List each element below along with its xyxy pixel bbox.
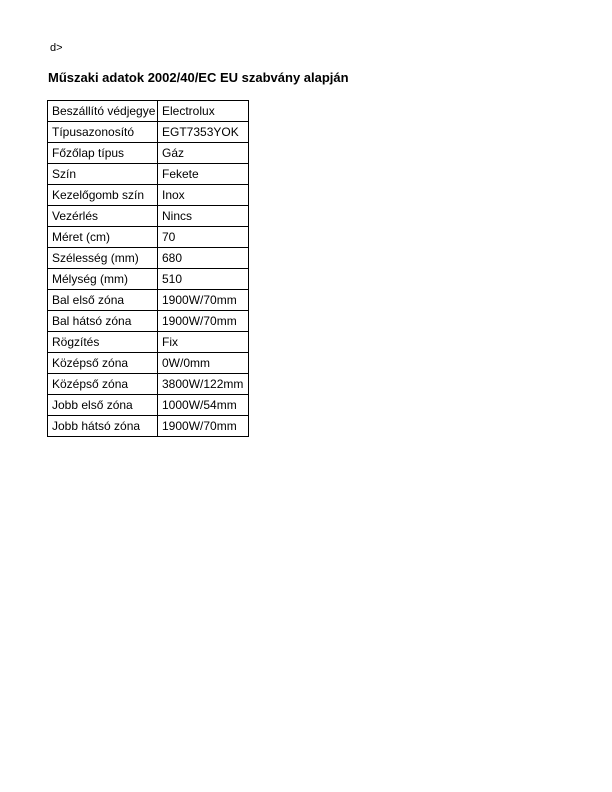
spec-value: 70 xyxy=(158,227,249,248)
spec-value: Inox xyxy=(158,185,249,206)
spec-label: Mélység (mm) xyxy=(48,269,158,290)
table-row xyxy=(48,395,249,416)
table-row xyxy=(48,248,249,269)
spec-label: Szélesség (mm) xyxy=(48,248,158,269)
spec-label: Szín xyxy=(48,164,158,185)
table-row xyxy=(48,227,249,248)
spec-label: Rögzítés xyxy=(48,332,158,353)
spec-label: Középső zóna xyxy=(48,374,158,395)
spec-value: Fix xyxy=(158,332,249,353)
spec-value: 510 xyxy=(158,269,249,290)
spec-label: Típusazonosító xyxy=(48,122,158,143)
table-row xyxy=(48,311,249,332)
spec-label: Méret (cm) xyxy=(48,227,158,248)
spec-label: Jobb első zóna xyxy=(48,395,158,416)
table-row xyxy=(48,353,249,374)
table-row xyxy=(48,164,249,185)
table-row xyxy=(48,143,249,164)
spec-value: 3800W/122mm xyxy=(158,374,249,395)
table-row xyxy=(48,290,249,311)
spec-table xyxy=(47,100,249,437)
stray-text-fragment: d> xyxy=(50,42,63,54)
table-row xyxy=(48,374,249,395)
document-title: Műszaki adatok 2002/40/EC EU szabvány alapján xyxy=(48,70,349,85)
table-row xyxy=(48,101,249,122)
spec-value: 0W/0mm xyxy=(158,353,249,374)
spec-label: Kezelőgomb szín xyxy=(48,185,158,206)
spec-label: Középső zóna xyxy=(48,353,158,374)
spec-value: Fekete xyxy=(158,164,249,185)
spec-value: 680 xyxy=(158,248,249,269)
spec-value: 1000W/54mm xyxy=(158,395,249,416)
table-row xyxy=(48,206,249,227)
spec-label: Beszállító védjegye xyxy=(48,101,158,122)
spec-value: Nincs xyxy=(158,206,249,227)
spec-value: 1900W/70mm xyxy=(158,311,249,332)
table-row xyxy=(48,416,249,437)
spec-value: EGT7353YOK xyxy=(158,122,249,143)
spec-table-body xyxy=(48,101,249,437)
spec-label: Vezérlés xyxy=(48,206,158,227)
spec-value: 1900W/70mm xyxy=(158,416,249,437)
spec-value: 1900W/70mm xyxy=(158,290,249,311)
table-row xyxy=(48,122,249,143)
spec-value: Electrolux xyxy=(158,101,249,122)
table-row xyxy=(48,332,249,353)
spec-value: Gáz xyxy=(158,143,249,164)
spec-label: Bal első zóna xyxy=(48,290,158,311)
spec-label: Bal hátsó zóna xyxy=(48,311,158,332)
spec-label: Jobb hátsó zóna xyxy=(48,416,158,437)
table-row xyxy=(48,269,249,290)
spec-label: Főzőlap típus xyxy=(48,143,158,164)
table-row xyxy=(48,185,249,206)
